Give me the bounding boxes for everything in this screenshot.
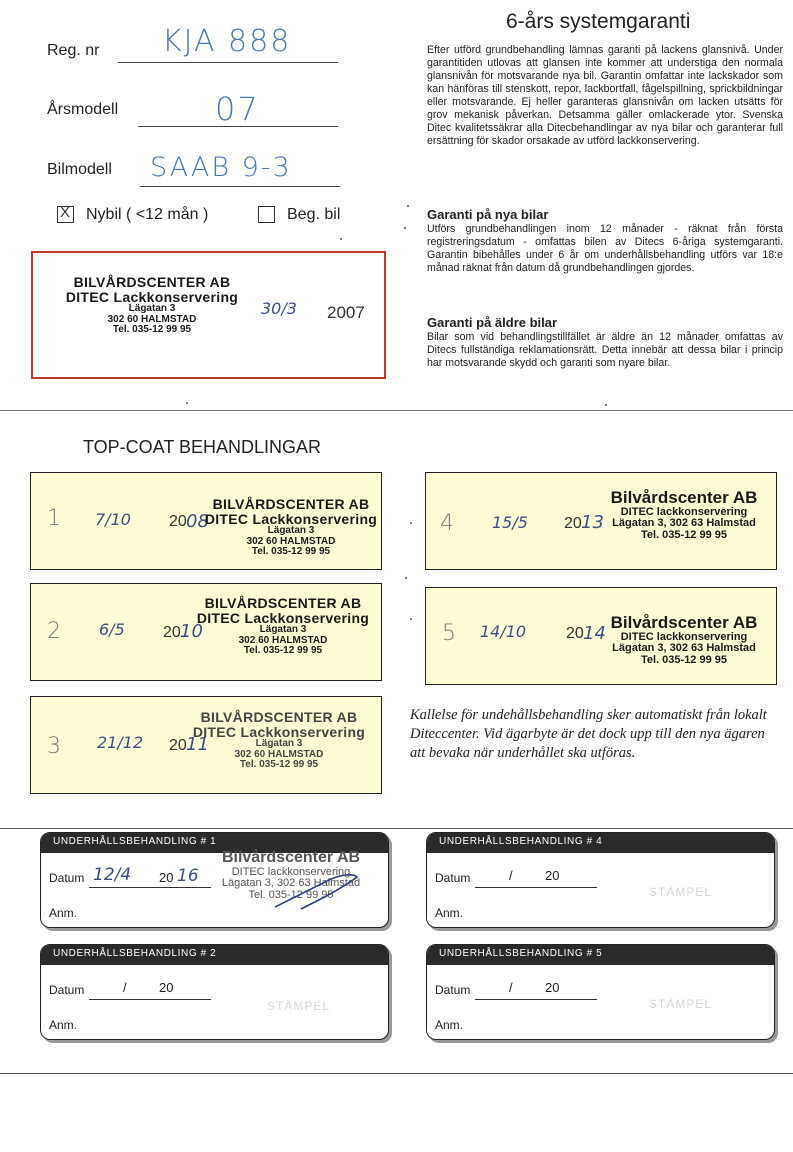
scan-speck (407, 205, 409, 207)
stamp-service: DITEC Lackkonservering (196, 609, 370, 626)
panel-stamp (201, 497, 381, 558)
panel-number: 1 (47, 506, 61, 531)
panel-year-prefix: 20 (566, 625, 584, 642)
panel-year-hand[interactable]: 13 (581, 512, 604, 533)
stamp-phone: Tel. 035-12 99 95 (239, 759, 319, 771)
date-label: Datum (435, 871, 471, 885)
year-value[interactable]: 07 (215, 90, 260, 128)
scan-speck (404, 227, 406, 229)
stamp-street: Lägatan 3 (128, 303, 176, 315)
panel-date[interactable]: 14/10 (480, 622, 527, 641)
stamp-city: 302 60 HALMSTAD (246, 535, 336, 547)
maintenance-card-5 (426, 944, 775, 1040)
stamp-service: DITEC lackkonservering (231, 865, 351, 878)
stamp-placeholder: STÄMPEL (649, 885, 713, 899)
panel-number: 2 (47, 619, 61, 644)
signature-scribble (271, 869, 361, 913)
panel-year-prefix: 20 (169, 737, 187, 754)
date-slash: / (509, 868, 513, 883)
dealer-date[interactable]: 30/3 (261, 299, 297, 318)
maintenance-card-1 (40, 832, 389, 928)
scan-speck (605, 404, 607, 406)
warranty-intro (427, 44, 783, 148)
stamp-city: 302 60 HALMSTAD (234, 748, 324, 760)
date-line[interactable] (475, 999, 597, 1000)
stamp-service: DITEC lackkonservering (620, 505, 748, 518)
anm-label: Anm. (49, 1018, 78, 1032)
anm-label: Anm. (49, 906, 78, 920)
card-title: UNDERHÅLLSBEHANDLING # 5 (427, 945, 774, 965)
used-car-checkbox[interactable] (258, 206, 275, 223)
stamp-phone: Tel. 035-12 99 95 (248, 888, 334, 901)
panel-date[interactable]: 15/5 (492, 513, 528, 532)
warranty-intro-text: Efter utförd grundbehandling lämnas garanti på lackens glansnivå. Under garantitiden utlovas att glansen inte kommer att understiga den normala glansnivån för motsvarande nya bil. Garantin omfattar inte lackskador som kan hänföras till stenskott, repor, lackbortfall, fågelspillning, sprickbildningar eller motsvarande. Ej heller garanteras glansnivån om lacken utsätts för grov mekanisk påverkan. Detsamma gäller omlackerade ytor. Svenska Ditec kvalitetssäkrar alla Ditecbehandlingar av nya bilar och garanterar full ersättning för skador orsakade av utförd lackkonservering. (427, 44, 783, 147)
panel-stamp (594, 614, 774, 666)
stamp-company: Bilvårdscenter AB (610, 613, 758, 632)
stamp-city: 302 60 HALMSTAD (238, 634, 328, 646)
model-line (140, 186, 340, 187)
section-divider-bottom (0, 828, 793, 829)
panel-year-prefix: 20 (163, 624, 181, 641)
stamp-company: BILVÅRDSCENTER AB (212, 496, 370, 512)
date-label: Datum (435, 983, 471, 997)
dealer-stamp (57, 275, 247, 336)
scan-speck (405, 577, 407, 579)
stamp-city: 302 60 HALMSTAD (107, 313, 197, 325)
date-line[interactable] (475, 887, 597, 888)
stamp-service: DITEC Lackkonservering (204, 510, 378, 527)
dealer-stamp-box (31, 251, 386, 379)
old-cars-heading: Garanti på äldre bilar (427, 315, 558, 330)
stamp-service: DITEC Lackkonservering (65, 288, 239, 305)
date-line[interactable] (89, 999, 211, 1000)
year-prefix: 20 (159, 980, 174, 995)
reg-label: Reg. nr (47, 42, 100, 59)
panel-date[interactable]: 7/10 (95, 510, 131, 529)
reg-line (118, 62, 338, 63)
scan-speck (410, 522, 412, 524)
new-car-checkbox[interactable] (57, 206, 74, 223)
panel-year-hand[interactable]: 10 (180, 621, 203, 642)
stamp-company: BILVÅRDSCENTER AB (200, 709, 358, 725)
new-car-label: Nybil ( <12 mån ) (86, 206, 209, 223)
panel-date[interactable]: 21/12 (97, 733, 144, 752)
year-hand[interactable]: 16 (177, 866, 199, 886)
warranty-title: 6-års systemgaranti (506, 10, 691, 33)
stamp-street: Lägatan 3 (267, 525, 315, 537)
panel-number: 4 (440, 511, 454, 536)
stamp-phone: Tel. 035-12 99 95 (640, 528, 728, 541)
model-value[interactable]: SAAB 9-3 (150, 152, 292, 183)
anm-label: Anm. (435, 1018, 464, 1032)
panel-year-prefix: 20 (169, 513, 187, 530)
section-divider-top (0, 410, 793, 411)
panel-stamp (193, 596, 373, 657)
stamp-phone: Tel. 035-12 99 95 (640, 653, 728, 666)
old-cars-paragraph: Bilar som vid behandlingstillfället är äldre än 12 månader omfattas av Ditecs fullständiga reklamationsrätt. Detta innebär att dessa bilar i princip har motsvarande skydd och garanti som nyare bilar. (427, 331, 783, 369)
date-label: Datum (49, 983, 85, 997)
stamp-company: Bilvårdscenter AB (221, 849, 361, 866)
panel-year-hand[interactable]: 11 (186, 734, 209, 755)
stamp-phone: Tel. 035-12 99 95 (251, 546, 331, 558)
maintenance-notice: Kallelse för undehållsbehandling sker automatiskt från lokalt Diteccenter. Vid ägarbyte är det dock upp till den nya ägaren att bevaka när underhållet ska utföras. (410, 707, 767, 761)
card-title: UNDERHÅLLSBEHANDLING # 1 (41, 833, 388, 853)
year-prefix: 20 (159, 870, 174, 885)
used-car-label: Beg. bil (287, 206, 341, 223)
old-cars-text (427, 331, 783, 370)
date-slash: / (123, 980, 127, 995)
stamp-street: Lägatan 3, 302 63 Halmstad (612, 642, 756, 655)
stamp-phone: Tel. 035-12 99 95 (243, 645, 323, 657)
topcoat-panel-5 (425, 587, 777, 685)
new-cars-paragraph: Utförs grundbehandlingen inom 12 månader - räknat från första registreringsdatum - omfattas bilen av Ditecs 6-åriga systemgaranti. Garantin bibehålles under 6 år om underhållsbehandling utförs var 18:e månad räknat från datum då grundbehandlingen gjordes. (427, 223, 783, 274)
topcoat-title: TOP-COAT BEHANDLINGAR (83, 437, 322, 457)
checkmark-icon: X (60, 204, 71, 221)
maintenance-card-2 (40, 944, 389, 1040)
panel-year-hand[interactable]: 08 (186, 511, 209, 532)
model-label: Bilmodell (47, 161, 112, 178)
stamp-street: Lägatan 3 (255, 738, 303, 750)
dealer-year[interactable]: 2007 (327, 303, 365, 322)
date-hand[interactable]: 12/4 (93, 865, 132, 885)
stamp-phone: Tel. 035-12 99 95 (112, 324, 192, 336)
stamp-street: Lägatan 3, 302 63 Halmstad (612, 517, 756, 530)
new-cars-text (427, 223, 783, 275)
date-label: Datum (49, 871, 85, 885)
stamp-service: DITEC Lackkonservering (192, 723, 366, 740)
page-bottom-rule (0, 1073, 793, 1074)
stamp-company: Bilvårdscenter AB (610, 488, 758, 507)
date-line (89, 887, 211, 888)
year-label: Årsmodell (47, 101, 119, 118)
year-prefix: 20 (545, 980, 560, 995)
panel-year-prefix: 20 (564, 515, 582, 532)
topcoat-panel-1 (30, 472, 382, 570)
card-title: UNDERHÅLLSBEHANDLING # 2 (41, 945, 388, 965)
panel-stamp (594, 489, 774, 541)
new-cars-heading: Garanti på nya bilar (427, 207, 549, 222)
panel-number: 5 (442, 621, 456, 646)
topcoat-panel-4 (425, 472, 777, 570)
stamp-street: Lägatan 3, 302 63 Halmstad (221, 877, 361, 890)
maintenance-card-4 (426, 832, 775, 928)
topcoat-panel-2 (30, 583, 382, 681)
year-prefix: 20 (545, 868, 560, 883)
stamp-placeholder: STÄMPEL (267, 999, 331, 1013)
stamp-placeholder: STÄMPEL (649, 997, 713, 1011)
card-title: UNDERHÅLLSBEHANDLING # 4 (427, 833, 774, 853)
stamp-company: BILVÅRDSCENTER AB (73, 274, 231, 290)
panel-number: 3 (47, 734, 61, 759)
panel-stamp (189, 710, 369, 771)
scan-speck (410, 618, 412, 620)
date-slash: / (509, 980, 513, 995)
scan-speck (340, 238, 342, 240)
reg-value[interactable]: KJA 888 (162, 24, 292, 59)
topcoat-panel-3 (30, 696, 382, 794)
stamp-company: BILVÅRDSCENTER AB (204, 595, 362, 611)
panel-date[interactable]: 6/5 (99, 620, 125, 639)
scan-speck (186, 402, 188, 404)
stamp-street: Lägatan 3 (259, 624, 307, 636)
panel-year-hand[interactable]: 14 (583, 623, 606, 644)
stamp-service: DITEC lackkonservering (620, 630, 748, 643)
anm-label: Anm. (435, 906, 464, 920)
